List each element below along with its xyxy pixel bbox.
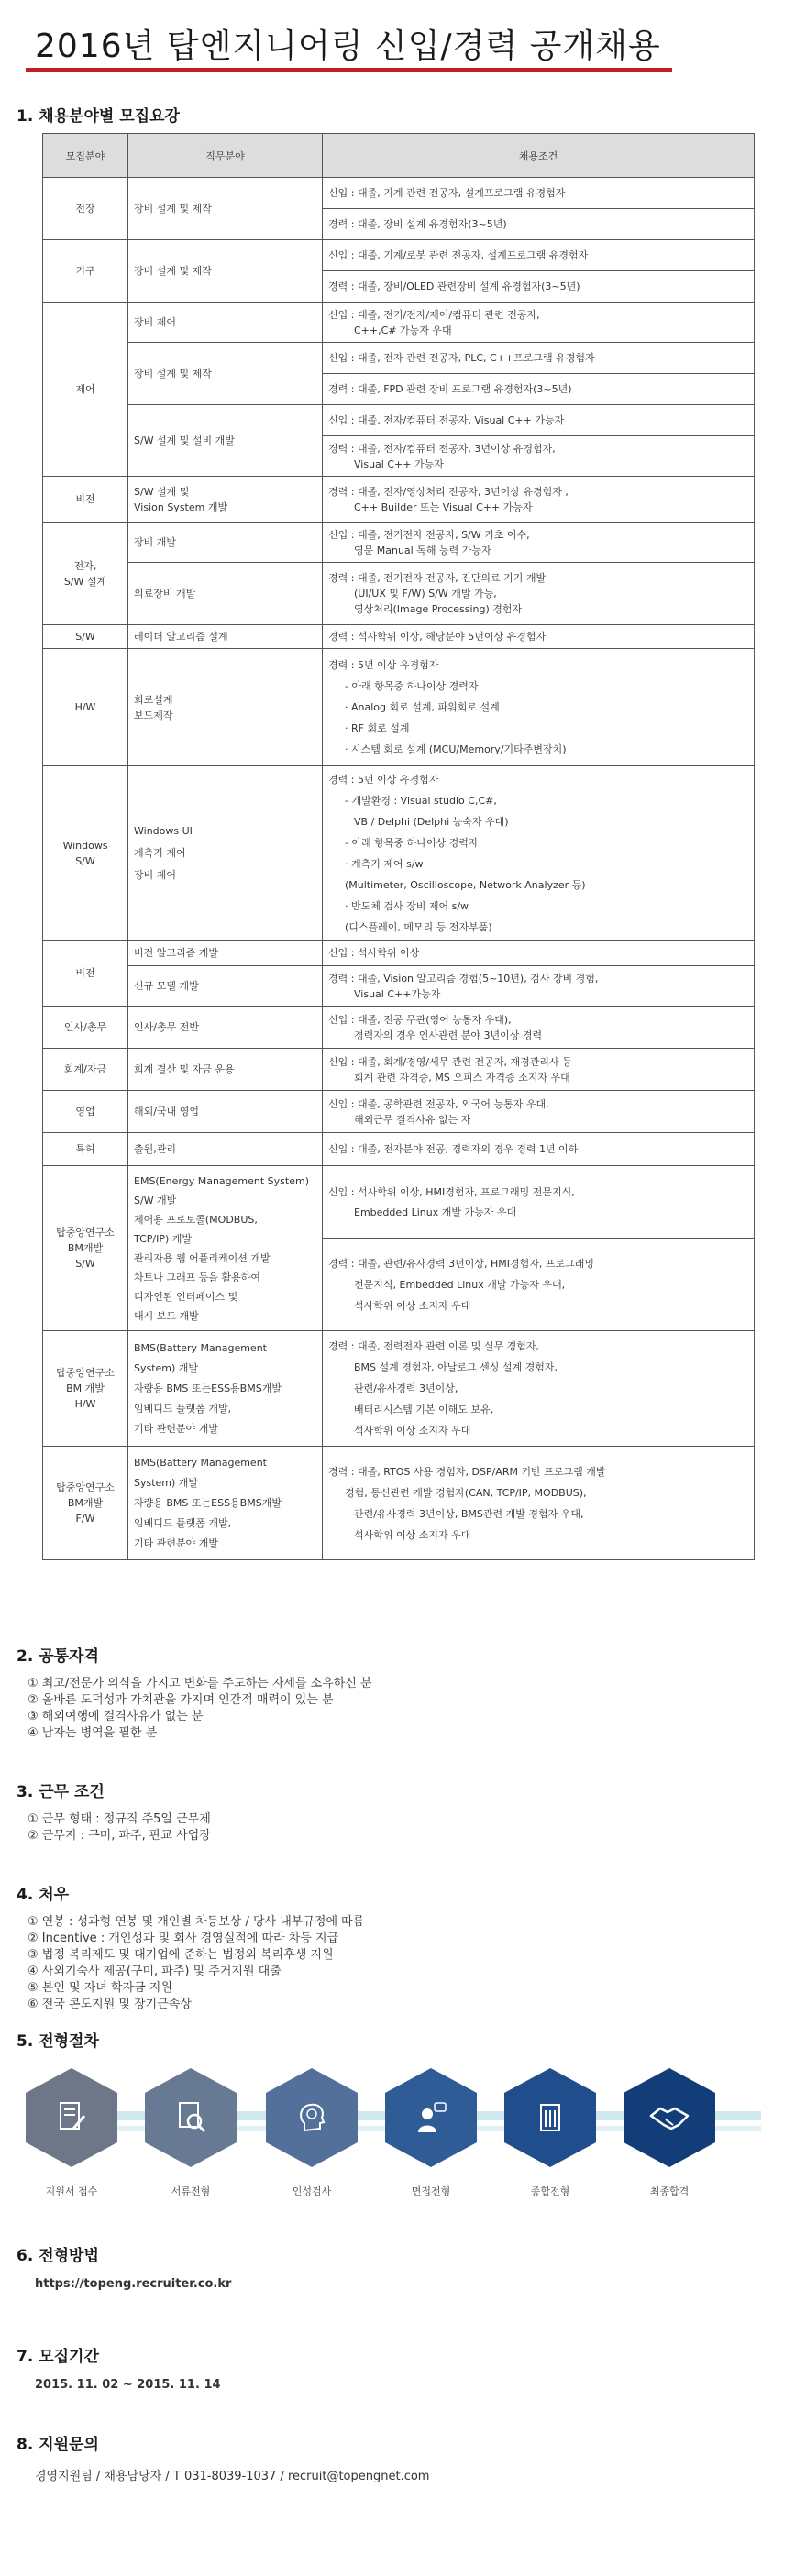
section-heading-contact: 8. 지원문의 xyxy=(17,2436,99,2454)
field-line: BM개발 xyxy=(67,1242,104,1254)
condition-line: C++,C# 가능자 우대 xyxy=(354,324,452,336)
condition-line: 신입 : 대졸, 전기전자 전공자, S/W 기초 이수, xyxy=(328,528,530,541)
duty-line: System) 개발 xyxy=(134,1476,199,1489)
process-step-personality-test xyxy=(266,2068,358,2198)
condition-cell: 신입 : 대졸, 기계 관련 전공자, 설계프로그램 유경험자 xyxy=(323,178,755,209)
condition-line: Visual C++ 가능자 xyxy=(354,457,444,470)
duty-line: 관리자용 웹 어플리케이션 개발 xyxy=(134,1251,271,1264)
duty-cell: 장비 설계 및 제작 xyxy=(128,178,323,240)
list-item: ④ 남자는 병역을 필한 분 xyxy=(28,1726,158,1740)
condition-line: 경력 : 5년 이상 유경험자 xyxy=(328,659,439,671)
duty-cell: S/W 설계 및 설비 개발 xyxy=(128,405,323,477)
list-item: ① 연봉 : 성과형 연봉 및 개인별 차등보상 / 당사 내부규정에 따름 xyxy=(28,1915,365,1929)
section-heading-method: 6. 전형방법 xyxy=(17,2247,99,2265)
table-row xyxy=(43,563,755,625)
header-field: 모집분야 xyxy=(43,134,128,178)
condition-line: 배터리시스템 기본 이해도 보유, xyxy=(354,1404,494,1415)
table-row xyxy=(43,1049,755,1091)
duty-cell xyxy=(128,477,323,523)
field-line: S/W 설계 xyxy=(63,575,107,588)
condition-cell: 경력 : 대졸, FPD 관련 장비 프로그램 유경험자(3~5년) xyxy=(323,374,755,405)
field-cell: 제어 xyxy=(43,303,128,477)
condition-cell xyxy=(323,563,755,625)
list-item: ③ 해외여행에 결격사유가 없는 분 xyxy=(28,1710,204,1723)
section-heading-process: 5. 전형절차 xyxy=(17,2032,99,2051)
process-step-interview xyxy=(385,2068,477,2198)
condition-line: - 개발환경 : Visual studio C,C#, xyxy=(345,794,497,807)
condition-cell xyxy=(323,1447,755,1560)
duty-cell: 의료장비 개발 xyxy=(128,563,323,625)
condition-cell xyxy=(323,966,755,1007)
table-row xyxy=(43,343,755,374)
common-qualification-list xyxy=(28,1676,372,1742)
step-label: 종합전형 xyxy=(530,2185,570,2197)
condition-cell xyxy=(323,766,755,941)
condition-line: 신입 : 석사학위 이상, HMI경험자, 프로그래밍 전문지식, xyxy=(328,1185,575,1198)
table-row xyxy=(43,1166,755,1239)
condition-cell: 경력 : 대졸, 장비 설계 유경험자(3~5년) xyxy=(323,209,755,240)
table-row xyxy=(43,625,755,649)
header-duty: 직무분야 xyxy=(128,134,323,178)
duty-line: 제어용 프로토콜(MODBUS, xyxy=(134,1213,258,1226)
step-label: 인성검사 xyxy=(292,2185,332,2197)
condition-cell: 경력 : 석사학위 이상, 해당분야 5년이상 유경험자 xyxy=(323,625,755,649)
condition-cell xyxy=(323,1091,755,1133)
condition-cell xyxy=(323,1166,755,1239)
field-line: BM 개발 xyxy=(66,1382,105,1394)
condition-line: BMS 설계 경험자, 아날로그 센싱 설계 경험자, xyxy=(354,1361,558,1373)
condition-line: 신입 : 대졸, 전공 무관(영어 능통자 우대), xyxy=(328,1013,512,1026)
section-heading-recruitment: 1. 채용분야별 모집요강 xyxy=(17,107,180,126)
table-row xyxy=(43,1007,755,1049)
duty-line: 보드제작 xyxy=(134,709,173,721)
condition-line: VB / Delphi (Delphi 능숙자 우대) xyxy=(354,815,509,828)
magnifier-document-icon xyxy=(145,2068,237,2167)
step-label: 면접전형 xyxy=(411,2185,451,2197)
condition-line: · 반도체 검사 장비 제어 s/w xyxy=(345,899,469,912)
list-item: ② 근무지 : 구미, 파주, 판교 사업장 xyxy=(28,1829,211,1843)
condition-line: (UI/UX 및 F/W) S/W 개발 가능, xyxy=(354,588,497,600)
process-steps xyxy=(0,2068,795,2224)
section-heading-period: 7. 모집기간 xyxy=(17,2348,99,2366)
section-heading-benefits: 4. 처우 xyxy=(17,1886,70,1904)
duty-line: 계측기 제어 xyxy=(134,846,186,859)
condition-line: 신입 : 대졸, 전기/전자/제어/컴퓨터 관련 전공자, xyxy=(328,308,540,321)
condition-cell xyxy=(323,436,755,477)
step-label: 지원서 접수 xyxy=(45,2185,98,2197)
title-underline xyxy=(26,68,672,72)
condition-line: 관련/유사경력 3년이상, xyxy=(354,1382,458,1394)
duty-cell xyxy=(128,766,323,941)
duty-line: 장비 제어 xyxy=(134,868,177,881)
field-cell: 특허 xyxy=(43,1133,128,1166)
condition-line: 전문지식, Embedded Linux 개발 가능자 우대, xyxy=(354,1279,566,1291)
process-step-application xyxy=(26,2068,117,2198)
condition-cell: 신입 : 대졸, 기계/로봇 관련 전공자, 설계프로그램 유경험자 xyxy=(323,240,755,271)
field-line: F/W xyxy=(75,1513,95,1525)
field-line: 전자, xyxy=(73,559,97,572)
duty-line: Windows UI xyxy=(134,824,193,837)
condition-cell xyxy=(323,1331,755,1447)
field-cell xyxy=(43,523,128,625)
duty-line: 임베디드 플랫폼 개발, xyxy=(134,1402,232,1415)
field-cell: S/W xyxy=(43,625,128,649)
table-row xyxy=(43,1133,755,1166)
building-icon xyxy=(504,2068,596,2167)
process-step-final-pass xyxy=(624,2068,715,2198)
field-line: S/W xyxy=(75,854,95,867)
handshake-icon xyxy=(624,2068,715,2167)
step-label: 최종합격 xyxy=(649,2185,690,2197)
duty-cell: 장비 설계 및 제작 xyxy=(128,343,323,405)
condition-line: 석사학위 이상 소지자 우대 xyxy=(354,1528,471,1541)
condition-cell: 신입 : 대졸, 전자/컴퓨터 전공자, Visual C++ 가능자 xyxy=(323,405,755,436)
brain-head-icon xyxy=(266,2068,358,2167)
duty-line: Vision System 개발 xyxy=(134,501,228,513)
condition-line: - 아래 항목중 하나이상 경력자 xyxy=(345,680,479,692)
duty-cell xyxy=(128,1331,323,1447)
condition-line: 경력자의 경우 인사관련 분야 3년이상 경력 xyxy=(354,1029,543,1041)
duty-cell: 장비 개발 xyxy=(128,523,323,563)
field-line: 탑중앙연구소 xyxy=(56,1367,115,1379)
list-item: ④ 사외기숙사 제공(구미, 파주) 및 주거지원 대출 xyxy=(28,1965,282,1978)
duty-line: S/W 설계 및 xyxy=(134,485,190,498)
duty-cell: 회계 결산 및 자금 운용 xyxy=(128,1049,323,1091)
field-cell: H/W xyxy=(43,649,128,766)
field-cell xyxy=(43,1447,128,1560)
field-cell: 전장 xyxy=(43,178,128,240)
condition-line: (디스플레이, 메모리 등 전자부품) xyxy=(345,920,492,933)
duty-cell: 장비 제어 xyxy=(128,303,323,343)
benefits-list xyxy=(28,1914,364,2013)
step-label: 서류전형 xyxy=(171,2185,211,2197)
condition-line: 경력 : 대졸, Vision 알고리즘 경험(5~10년), 검사 장비 경험, xyxy=(328,972,599,985)
table-row xyxy=(43,966,755,1007)
duty-cell xyxy=(128,1447,323,1560)
duty-line: EMS(Energy Management System) xyxy=(134,1174,309,1187)
condition-line: 석사학위 이상 소지자 우대 xyxy=(354,1300,471,1312)
table-row xyxy=(43,523,755,563)
table-row xyxy=(43,1447,755,1560)
duty-line: BMS(Battery Management xyxy=(134,1456,267,1469)
condition-line: 경력 : 5년 이상 유경험자 xyxy=(328,773,439,786)
process-step-comprehensive xyxy=(504,2068,596,2198)
condition-line: 회계 관련 자격증, MS 오피스 자격증 소지자 우대 xyxy=(354,1071,570,1084)
condition-cell xyxy=(323,523,755,563)
work-conditions-list xyxy=(28,1811,211,1844)
list-item: ③ 법정 복리제도 및 대기업에 준하는 법정외 복리후생 지원 xyxy=(28,1948,334,1962)
field-cell xyxy=(43,1331,128,1447)
page-title: 2016년 탑엔지니어링 신입/경력 공개채용 xyxy=(35,28,661,65)
duty-cell: 해외/국내 영업 xyxy=(128,1091,323,1133)
duty-cell: 레이더 알고리즘 설계 xyxy=(128,625,323,649)
duty-cell xyxy=(128,1166,323,1331)
condition-cell xyxy=(323,1007,755,1049)
condition-line: 신입 : 대졸, 공학관련 전공자, 외국어 능통자 우대, xyxy=(328,1097,549,1110)
field-cell: 비전 xyxy=(43,941,128,1007)
duty-line: 기타 관련분야 개발 xyxy=(134,1422,219,1435)
list-item: ② 올바른 도덕성과 가치관을 가지며 인간적 매력이 있는 분 xyxy=(28,1693,334,1707)
condition-line: 경력 : 대졸, 전기전자 전공자, 진단의료 기기 개발 xyxy=(328,572,547,584)
field-cell xyxy=(43,766,128,941)
condition-line: 신입 : 대졸, 회계/경영/세무 관련 전공자, 재경관리사 등 xyxy=(328,1055,572,1068)
field-line: BM개발 xyxy=(67,1497,104,1509)
interview-person-icon xyxy=(385,2068,477,2167)
condition-line: 영문 Manual 독해 능력 가능자 xyxy=(354,544,491,556)
table-header-row xyxy=(43,134,755,178)
condition-cell xyxy=(323,303,755,343)
field-cell: 인사/총무 xyxy=(43,1007,128,1049)
field-line: H/W xyxy=(74,1398,96,1410)
list-item: ② Incentive : 개인성과 및 회사 경영실적에 따라 차등 지급 xyxy=(28,1932,339,1945)
condition-cell xyxy=(323,649,755,766)
condition-line: 석사학위 이상 소지자 우대 xyxy=(354,1425,471,1437)
recruitment-table xyxy=(42,133,755,1560)
condition-line: (Multimeter, Oscilloscope, Network Analyzer 등) xyxy=(345,878,586,891)
condition-cell: 신입 : 대졸, 전자 관련 전공자, PLC, C++프로그램 유경험자 xyxy=(323,343,755,374)
condition-line: Visual C++가능자 xyxy=(354,987,441,1000)
condition-cell xyxy=(323,1239,755,1331)
condition-cell: 신입 : 대졸, 전자분야 전공, 경력자의 경우 경력 1년 이하 xyxy=(323,1133,755,1166)
recruitment-period: 2015. 11. 02 ~ 2015. 11. 14 xyxy=(35,2378,221,2392)
table-row xyxy=(43,178,755,209)
condition-line: · RF 회로 설계 xyxy=(345,722,410,734)
list-item: ① 최고/전문가 의식을 가지고 변화를 주도하는 자세를 소유하신 분 xyxy=(28,1677,372,1690)
duty-line: 자량용 BMS 또는ESS용BMS개발 xyxy=(134,1496,282,1509)
duty-cell: 인사/총무 전반 xyxy=(128,1007,323,1049)
table-row xyxy=(43,941,755,966)
process-step-document-screening xyxy=(145,2068,237,2198)
condition-line: 경험, 통신관련 개발 경험자(CAN, TCP/IP, MODBUS), xyxy=(345,1486,587,1499)
duty-line: 회로설계 xyxy=(134,693,173,706)
list-item: ⑥ 전국 콘도지원 및 장기근속상 xyxy=(28,1998,192,2011)
table-row xyxy=(43,1331,755,1447)
field-line: 탑중앙연구소 xyxy=(56,1481,115,1493)
application-url-link[interactable]: https://topeng.recruiter.co.kr xyxy=(35,2277,232,2291)
duty-line: 차트나 그래프 등을 활용하여 xyxy=(134,1271,261,1283)
duty-line: System) 개발 xyxy=(134,1361,199,1374)
duty-cell xyxy=(128,649,323,766)
duty-line: 디자인된 인터페이스 및 xyxy=(134,1290,238,1303)
table-row xyxy=(43,405,755,436)
condition-line: 해외근무 결격사유 없는 자 xyxy=(354,1113,471,1126)
condition-line: 경력 : 대졸, 전자/영상처리 전공자, 3년이상 유경험자 , xyxy=(328,485,569,498)
condition-line: 경력 : 대졸, 전력전자 관련 이론 및 실무 경험자, xyxy=(328,1340,539,1352)
condition-line: 경력 : 대졸, RTOS 사용 경험자, DSP/ARM 기반 프로그램 개발 xyxy=(328,1465,606,1478)
field-cell: 비전 xyxy=(43,477,128,523)
field-line: 탑중앙연구소 xyxy=(56,1227,115,1238)
condition-cell xyxy=(323,477,755,523)
field-cell xyxy=(43,1166,128,1331)
duty-line: 대시 보드 개발 xyxy=(134,1309,199,1322)
table-row xyxy=(43,1091,755,1133)
list-item: ⑤ 본인 및 자녀 학자금 지원 xyxy=(28,1981,172,1995)
table-row xyxy=(43,649,755,766)
duty-line: 자량용 BMS 또는ESS용BMS개발 xyxy=(134,1382,282,1394)
field-line: Windows xyxy=(62,839,108,852)
condition-line: Embedded Linux 개발 가능자 우대 xyxy=(354,1205,517,1218)
document-pen-icon xyxy=(26,2068,117,2167)
section-heading-common-qualification: 2. 공통자격 xyxy=(17,1647,99,1666)
duty-cell: 출원,관리 xyxy=(128,1133,323,1166)
condition-cell xyxy=(323,1049,755,1091)
field-cell: 영업 xyxy=(43,1091,128,1133)
condition-line: 경력 : 대졸, 전자/컴퓨터 전공자, 3년이상 유경험자, xyxy=(328,442,556,455)
contact-info: 경영지원팀 / 채용담당자 / T 031-8039-1037 / recruit@topengnet.com xyxy=(35,2470,430,2483)
field-cell: 회계/자금 xyxy=(43,1049,128,1091)
condition-line: · 시스템 회로 설계 (MCU/Memory/기타주변장치) xyxy=(345,743,567,755)
condition-line: 경력 : 대졸, 관련/유사경력 3년이상, HMI경험자, 프로그래밍 xyxy=(328,1258,595,1270)
table-row xyxy=(43,477,755,523)
condition-line: C++ Builder 또는 Visual C++ 가능자 xyxy=(354,501,533,513)
condition-line: 영상처리(Image Processing) 경험자 xyxy=(354,603,523,615)
table-row xyxy=(43,240,755,271)
duty-line: 임베디드 플랫폼 개발, xyxy=(134,1516,232,1529)
condition-line: 관련/유사경력 3년이상, BMS관련 개발 경험자 우대, xyxy=(354,1507,584,1520)
duty-cell: 장비 설계 및 제작 xyxy=(128,240,323,303)
condition-line: - 아래 항목중 하나이상 경력자 xyxy=(345,836,479,849)
duty-line: BMS(Battery Management xyxy=(134,1341,267,1354)
duty-cell: 신규 모델 개발 xyxy=(128,966,323,1007)
header-conditions: 채용조건 xyxy=(323,134,755,178)
field-cell: 기구 xyxy=(43,240,128,303)
section-heading-work-conditions: 3. 근무 조건 xyxy=(17,1783,105,1801)
field-line: S/W xyxy=(75,1258,95,1270)
duty-line: S/W 개발 xyxy=(134,1194,177,1206)
condition-cell: 경력 : 대졸, 장비/OLED 관련장비 설계 유경험자(3~5년) xyxy=(323,271,755,303)
list-item: ① 근무 형태 : 정규직 주5일 근무제 xyxy=(28,1812,211,1826)
condition-line: · 계측기 제어 s/w xyxy=(345,857,424,870)
table-row xyxy=(43,303,755,343)
duty-cell: 비전 알고리즘 개발 xyxy=(128,941,323,966)
duty-line: TCP/IP) 개발 xyxy=(134,1232,193,1245)
table-row xyxy=(43,766,755,941)
condition-line: · Analog 회로 설계, 파워회로 설계 xyxy=(345,701,500,713)
condition-cell: 신입 : 석사학위 이상 xyxy=(323,941,755,966)
duty-line: 기타 관련분야 개발 xyxy=(134,1536,219,1549)
